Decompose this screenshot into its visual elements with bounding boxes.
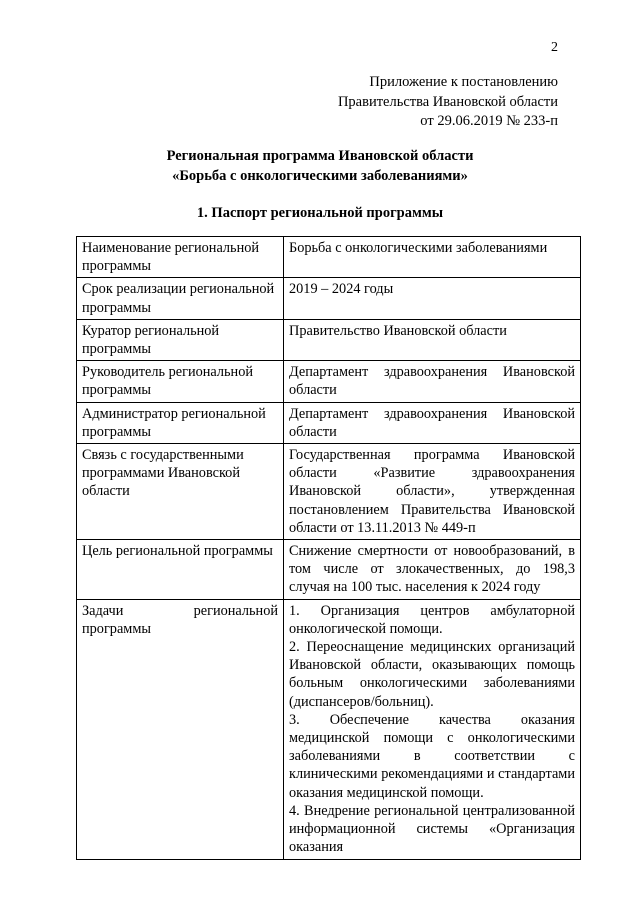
row-label: Администратор региональной программы [77, 402, 284, 443]
passport-table [76, 236, 581, 860]
row-value: Борьба с онкологическими заболеваниями [284, 237, 581, 278]
table-row [77, 278, 581, 319]
row-value: Снижение смертности от новообразований, в том числе от злокачественных, до 198,3 случая на 100 тыс. населения к 2024 году [284, 540, 581, 600]
row-label: Срок реализации региональной программы [77, 278, 284, 319]
table-row [77, 402, 581, 443]
title-line: «Борьба с онкологическими заболеваниями» [172, 168, 468, 184]
page-number: 2 [551, 40, 558, 55]
row-label-word: региональной [193, 602, 278, 619]
table-row [77, 540, 581, 600]
table-row [77, 444, 581, 540]
row-label-word: Задачи [82, 602, 124, 619]
document-title [0, 146, 640, 186]
task-item: 2. Переоснащение медицинских организаций Ивановской области, оказывающих помощь больным онкологическими заболеваниями (диспансеров/больниц). [289, 639, 575, 710]
appendix-line: от 29.06.2019 № 233-п [420, 113, 558, 129]
row-label: Наименование региональной программы [77, 237, 284, 278]
row-value: Департамент здравоохранения Ивановской области [284, 402, 581, 443]
row-label: Цель региональной программы [77, 540, 284, 600]
task-item: 3. Обеспечение качества оказания медицинской помощи с онкологическими заболеваниями в соответствии с клиническими рекомендациями и стандартами оказания медицинской помощи. [289, 711, 575, 801]
section-heading: 1. Паспорт региональной программы [196, 205, 444, 221]
row-value: 2019 – 2024 годы [284, 278, 581, 319]
appendix-line: Приложение к постановлению [369, 74, 558, 90]
appendix-note [338, 73, 558, 132]
row-value: Департамент здравоохранения Ивановской области [284, 361, 581, 402]
task-item: 4. Внедрение региональной централизованной информационной системы «Организация оказания [289, 802, 575, 856]
table-row [77, 361, 581, 402]
row-label: Связь с государственными программами Ивановской области [77, 444, 284, 540]
appendix-line: Правительства Ивановской области [337, 93, 558, 110]
table-row [77, 237, 581, 278]
title-line: Региональная программа Ивановской области [166, 148, 474, 164]
table-row [77, 599, 581, 859]
row-value: Правительство Ивановской области [284, 319, 581, 360]
task-item: 1. Организация центров амбулаторной онкологической помощи. [289, 602, 575, 637]
row-label: Руководитель региональной программы [77, 361, 284, 402]
row-value-tasks [284, 599, 581, 859]
row-label [77, 599, 284, 859]
table-row [77, 319, 581, 360]
row-label: Куратор региональной программы [77, 319, 284, 360]
row-value: Государственная программа Ивановской области «Развитие здравоохранения Ивановской области», утвержденная постановлением Правительства Ивановской области от 13.11.2013 № 449-п [284, 444, 581, 540]
row-label-word: программы [82, 620, 152, 637]
